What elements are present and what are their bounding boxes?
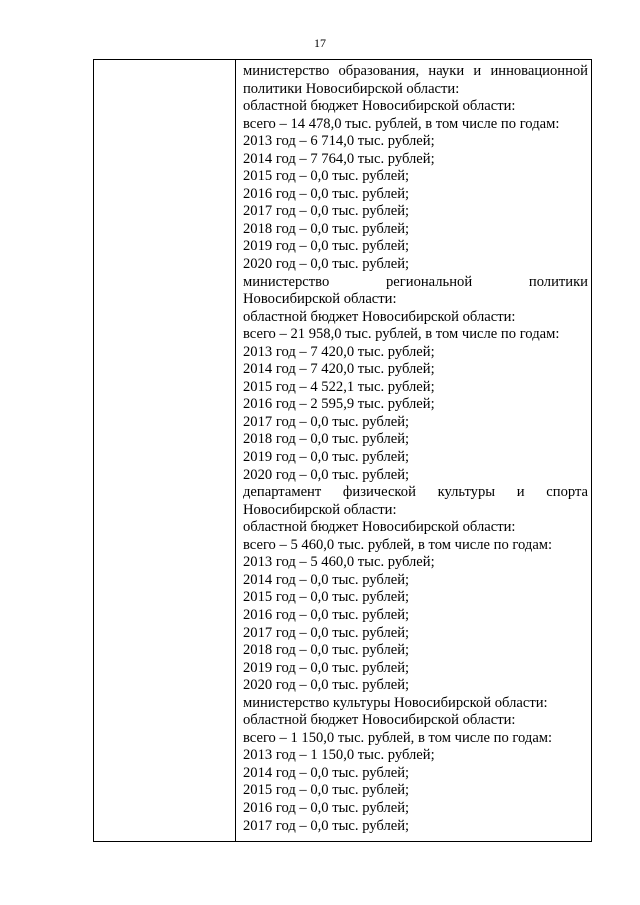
text-line: 2018 год – 0,0 тыс. рублей;: [243, 642, 410, 659]
text-line: 2016 год – 0,0 тыс. рублей;: [243, 606, 410, 623]
text-line: 2019 год – 0,0 тыс. рублей;: [243, 449, 410, 466]
text-line: 2018 год – 0,0 тыс. рублей;: [243, 431, 410, 448]
text-line: 2015 год – 4 522,1 тыс. рублей;: [243, 378, 435, 395]
funding-table: [93, 59, 592, 842]
text-line: 2017 год – 0,0 тыс. рублей;: [243, 624, 410, 641]
text-line: областной бюджет Новосибирской области:: [243, 519, 516, 536]
text-line: 2013 год – 6 714,0 тыс. рублей;: [243, 133, 435, 150]
text-line: 2020 год – 0,0 тыс. рублей;: [243, 256, 410, 273]
text-line: 2017 год – 0,0 тыс. рублей;: [243, 817, 410, 834]
text-line: 2020 год – 0,0 тыс. рублей;: [243, 677, 410, 694]
text-line: министерство образования, науки и инновационной: [243, 63, 588, 79]
text-line: 2018 год – 0,0 тыс. рублей;: [243, 220, 410, 237]
text-line: 2013 год – 5 460,0 тыс. рублей;: [243, 554, 435, 571]
text-line: министерство культуры Новосибирской области:: [243, 694, 548, 711]
text-line: 2019 год – 0,0 тыс. рублей;: [243, 659, 410, 676]
text-line: 2019 год – 0,0 тыс. рублей;: [243, 238, 410, 255]
text-line: 2016 год – 0,0 тыс. рублей;: [243, 799, 410, 816]
text-line: областной бюджет Новосибирской области:: [243, 98, 516, 115]
text-line: областной бюджет Новосибирской области:: [243, 712, 516, 729]
text-line: областной бюджет Новосибирской области:: [243, 308, 516, 325]
text-line: 2014 год – 0,0 тыс. рублей;: [243, 571, 410, 588]
text-line: 2015 год – 0,0 тыс. рублей;: [243, 589, 410, 606]
text-line: 2014 год – 0,0 тыс. рублей;: [243, 764, 410, 781]
text-line: 2016 год – 0,0 тыс. рублей;: [243, 185, 410, 202]
text-line: всего – 5 460,0 тыс. рублей, в том числе по годам:: [243, 536, 553, 553]
text-line: 2020 год – 0,0 тыс. рублей;: [243, 466, 410, 483]
left-cell-empty: [94, 60, 236, 841]
text-line: Новосибирской области:: [243, 501, 397, 518]
text-line: всего – 21 958,0 тыс. рублей, в том числе по годам:: [243, 326, 560, 343]
text-line: 2015 год – 0,0 тыс. рублей;: [243, 782, 410, 799]
text-line: 2014 год – 7 420,0 тыс. рублей;: [243, 361, 435, 378]
page-number: 17: [314, 36, 326, 50]
text-line: 2014 год – 7 764,0 тыс. рублей;: [243, 150, 435, 167]
text-line: 2016 год – 2 595,9 тыс. рублей;: [243, 396, 435, 413]
text-line: всего – 14 478,0 тыс. рублей, в том числе по годам:: [243, 115, 560, 132]
text-line: министерство региональной политики: [243, 273, 588, 290]
text-line: 2013 год – 7 420,0 тыс. рублей;: [243, 343, 435, 360]
text-line: политики Новосибирской области:: [243, 80, 460, 97]
text-line: 2017 год – 0,0 тыс. рублей;: [243, 413, 410, 430]
funding-details-cell: [243, 63, 588, 835]
text-line: 2013 год – 1 150,0 тыс. рублей;: [243, 747, 435, 764]
text-line: 2015 год – 0,0 тыс. рублей;: [243, 168, 410, 185]
text-line: Новосибирской области:: [243, 291, 397, 308]
text-line: всего – 1 150,0 тыс. рублей, в том числе по годам:: [243, 729, 553, 746]
text-line: департамент физической культуры и спорта: [243, 484, 588, 501]
text-line: 2017 год – 0,0 тыс. рублей;: [243, 203, 410, 220]
